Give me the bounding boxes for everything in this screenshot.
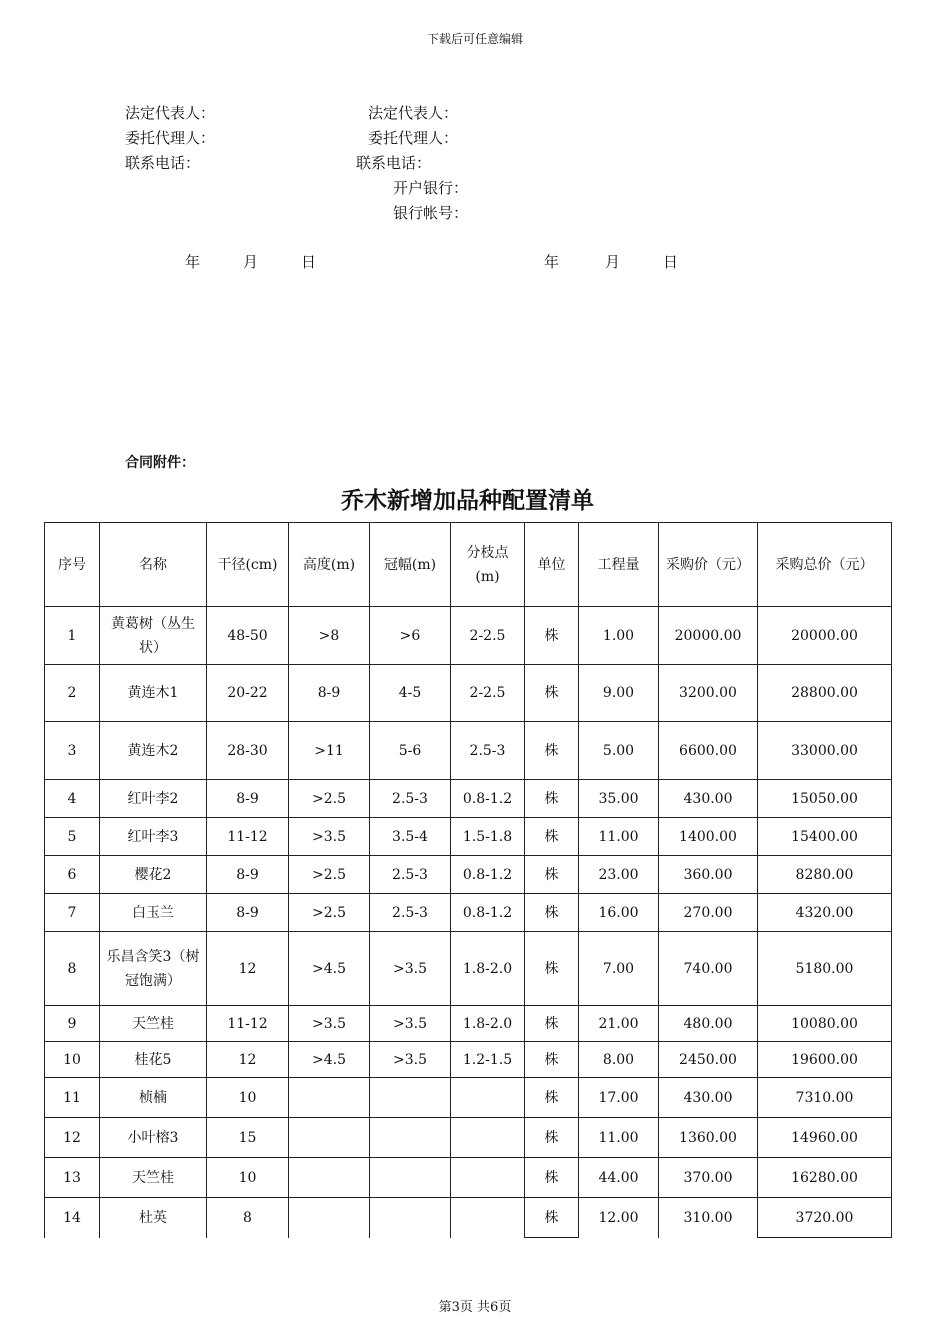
table-cell: 430.00 [659, 780, 758, 818]
table-cell: >11 [289, 722, 370, 780]
table-row [45, 856, 892, 894]
table-cell: 小叶榕3 [100, 1118, 207, 1158]
table-cell: 10080.00 [758, 1006, 892, 1042]
table-cell: 12 [45, 1118, 100, 1158]
table-row [45, 665, 892, 722]
table-cell: 33000.00 [758, 722, 892, 780]
left-date-month: 月 [243, 253, 259, 271]
table-cell: 红叶李3 [100, 818, 207, 856]
table-cell: 4 [45, 780, 100, 818]
right-legal-rep-label: 法定代表人： [368, 104, 459, 122]
table-row [45, 932, 892, 1006]
table-cell: 13 [45, 1158, 100, 1198]
table-cell: 黄连木2 [100, 722, 207, 780]
table-cell [451, 1118, 525, 1158]
table-cell: 1 [45, 607, 100, 665]
left-date-line [185, 251, 316, 272]
column-header: 采购价（元） [659, 523, 758, 607]
table-cell: 2.5-3 [370, 894, 451, 932]
column-header: 干径(cm) [207, 523, 289, 607]
table-row [45, 780, 892, 818]
table-cell: 8.00 [579, 1042, 659, 1078]
left-date-year: 年 [185, 253, 201, 271]
table-cell: 株 [525, 665, 579, 722]
table-cell: 3.5-4 [370, 818, 451, 856]
table-cell: 21.00 [579, 1006, 659, 1042]
table-cell: 7.00 [579, 932, 659, 1006]
table-cell: 株 [525, 894, 579, 932]
table-cell: 株 [525, 818, 579, 856]
table-cell: 270.00 [659, 894, 758, 932]
table-cell: 16.00 [579, 894, 659, 932]
right-date-line [544, 251, 678, 272]
table-row [45, 722, 892, 780]
table-cell: 8-9 [289, 665, 370, 722]
table-body [45, 523, 892, 1238]
table-cell [370, 1198, 451, 1238]
table-title: 乔木新增加品种配置清单 [341, 488, 594, 514]
table-cell: >3.5 [289, 818, 370, 856]
table-row [45, 1118, 892, 1158]
table-row [45, 1042, 892, 1078]
table-cell: 10 [207, 1078, 289, 1118]
table-row [45, 607, 892, 665]
table-cell: 株 [525, 1158, 579, 1198]
table-cell: 黄葛树（丛生状） [100, 607, 207, 665]
table-cell: >3.5 [289, 1006, 370, 1042]
column-header: 名称 [100, 523, 207, 607]
table-cell: >6 [370, 607, 451, 665]
page-footer: 第3页 共6页 [438, 1300, 512, 1315]
right-agent-label: 委托代理人： [368, 129, 459, 147]
table-cell: 2.5-3 [451, 722, 525, 780]
table-cell: >2.5 [289, 894, 370, 932]
right-bank-label: 开户银行： [393, 179, 469, 197]
table-cell: 2-2.5 [451, 607, 525, 665]
column-header: 冠幅(m) [370, 523, 451, 607]
table-cell [289, 1078, 370, 1118]
table-cell: 8280.00 [758, 856, 892, 894]
table-cell [451, 1198, 525, 1238]
table-cell: 12 [207, 1042, 289, 1078]
table-cell: 6600.00 [659, 722, 758, 780]
table-cell: 2.5-3 [370, 780, 451, 818]
table-cell: >3.5 [370, 932, 451, 1006]
table-cell: 株 [525, 780, 579, 818]
table-cell: 桢楠 [100, 1078, 207, 1118]
table-cell: 1.8-2.0 [451, 1006, 525, 1042]
column-header: 采购总价（元） [758, 523, 892, 607]
column-header: 工程量 [579, 523, 659, 607]
table-cell [370, 1078, 451, 1118]
table-cell: 黄连木1 [100, 665, 207, 722]
table-cell: 株 [525, 722, 579, 780]
left-date-day: 日 [301, 253, 317, 271]
table-cell: 4-5 [370, 665, 451, 722]
table-cell: 0.8-1.2 [451, 856, 525, 894]
table-cell: 2-2.5 [451, 665, 525, 722]
table-cell: >8 [289, 607, 370, 665]
table-cell: 430.00 [659, 1078, 758, 1118]
table-cell: 株 [525, 1198, 579, 1238]
table-cell: 红叶李2 [100, 780, 207, 818]
table-cell: 7 [45, 894, 100, 932]
page-header: 下载后可任意编辑 [426, 32, 523, 46]
table-cell: 株 [525, 1118, 579, 1158]
table-cell: 7310.00 [758, 1078, 892, 1118]
table-cell: >3.5 [370, 1006, 451, 1042]
table-cell: 8-9 [207, 894, 289, 932]
right-date-day: 日 [663, 253, 679, 271]
table-cell: 15050.00 [758, 780, 892, 818]
table-cell: 6 [45, 856, 100, 894]
table-cell: 2 [45, 665, 100, 722]
table-cell: 12.00 [579, 1198, 659, 1238]
column-header: 分枝点(m) [451, 523, 525, 607]
table-cell [451, 1078, 525, 1118]
table-row [45, 818, 892, 856]
table-cell: >2.5 [289, 780, 370, 818]
table-cell [451, 1158, 525, 1198]
table-row [45, 1198, 892, 1238]
table-cell: 12 [207, 932, 289, 1006]
column-header: 单位 [525, 523, 579, 607]
right-phone-label: 联系电话： [356, 154, 432, 172]
table-cell: >4.5 [289, 932, 370, 1006]
table-cell: 20000.00 [659, 607, 758, 665]
table-cell: 4320.00 [758, 894, 892, 932]
table-cell: 10 [207, 1158, 289, 1198]
table-cell: 白玉兰 [100, 894, 207, 932]
table-cell: 1.00 [579, 607, 659, 665]
table-cell: 16280.00 [758, 1158, 892, 1198]
table-cell: 2.5-3 [370, 856, 451, 894]
table-cell: 35.00 [579, 780, 659, 818]
table-cell: >2.5 [289, 856, 370, 894]
table-cell: 3200.00 [659, 665, 758, 722]
table-cell: 2450.00 [659, 1042, 758, 1078]
table-cell: 44.00 [579, 1158, 659, 1198]
table-cell: 17.00 [579, 1078, 659, 1118]
table-row [45, 1006, 892, 1042]
table-cell: 5180.00 [758, 932, 892, 1006]
table-cell: 8 [45, 932, 100, 1006]
table-cell: 株 [525, 1042, 579, 1078]
table-cell: 株 [525, 1078, 579, 1118]
table-row [45, 894, 892, 932]
table-cell: >3.5 [370, 1042, 451, 1078]
plant-list-table [44, 522, 892, 1238]
table-cell [289, 1198, 370, 1238]
table-cell: 14 [45, 1198, 100, 1238]
table-cell: 5-6 [370, 722, 451, 780]
table-cell: 740.00 [659, 932, 758, 1006]
table-cell [289, 1118, 370, 1158]
table-cell: 310.00 [659, 1198, 758, 1238]
table-cell [370, 1118, 451, 1158]
table-cell: 11 [45, 1078, 100, 1118]
right-date-year: 年 [544, 253, 560, 271]
table-row [45, 1078, 892, 1118]
table-cell: 20000.00 [758, 607, 892, 665]
table-cell: 11.00 [579, 1118, 659, 1158]
table-cell: 9 [45, 1006, 100, 1042]
table-cell: 11-12 [207, 818, 289, 856]
table-cell: 23.00 [579, 856, 659, 894]
attachment-label: 合同附件： [125, 455, 195, 471]
table-cell: 0.8-1.2 [451, 894, 525, 932]
column-header: 高度(m) [289, 523, 370, 607]
table-cell: 1.2-1.5 [451, 1042, 525, 1078]
table-cell: 480.00 [659, 1006, 758, 1042]
table-cell [289, 1158, 370, 1198]
table-cell: 株 [525, 856, 579, 894]
table-cell: 15 [207, 1118, 289, 1158]
table-cell: 1.5-1.8 [451, 818, 525, 856]
table-cell: 28-30 [207, 722, 289, 780]
table-cell: 8-9 [207, 856, 289, 894]
table-cell: 杜英 [100, 1198, 207, 1238]
right-account-label: 银行帐号： [393, 204, 469, 222]
table-cell: 11-12 [207, 1006, 289, 1042]
table-cell: 19600.00 [758, 1042, 892, 1078]
table-cell: 0.8-1.2 [451, 780, 525, 818]
table-cell: 48-50 [207, 607, 289, 665]
table-cell: >4.5 [289, 1042, 370, 1078]
table-cell: 1360.00 [659, 1118, 758, 1158]
table-cell: 14960.00 [758, 1118, 892, 1158]
table-cell: 3720.00 [758, 1198, 892, 1238]
table-cell: 株 [525, 1006, 579, 1042]
table-row [45, 1158, 892, 1198]
left-legal-rep-label: 法定代表人： [125, 104, 216, 122]
table-cell: 10 [45, 1042, 100, 1078]
table-cell: 8-9 [207, 780, 289, 818]
table-cell: 370.00 [659, 1158, 758, 1198]
table-cell [370, 1158, 451, 1198]
table-header-row [45, 523, 892, 607]
table-cell: 5.00 [579, 722, 659, 780]
table-cell: 28800.00 [758, 665, 892, 722]
column-header: 序号 [45, 523, 100, 607]
table-cell: 15400.00 [758, 818, 892, 856]
table-cell: 乐昌含笑3（树冠饱满） [100, 932, 207, 1006]
table-cell: 天竺桂 [100, 1006, 207, 1042]
table-cell: 9.00 [579, 665, 659, 722]
right-date-month: 月 [605, 253, 621, 271]
table-cell: 桂花5 [100, 1042, 207, 1078]
table-cell: 株 [525, 607, 579, 665]
table-cell: 8 [207, 1198, 289, 1238]
table-cell: 5 [45, 818, 100, 856]
table-cell: 天竺桂 [100, 1158, 207, 1198]
table-cell: 360.00 [659, 856, 758, 894]
left-phone-label: 联系电话： [125, 154, 201, 172]
table-cell: 3 [45, 722, 100, 780]
left-agent-label: 委托代理人： [125, 129, 216, 147]
table-cell: 20-22 [207, 665, 289, 722]
table-cell: 1400.00 [659, 818, 758, 856]
table-cell: 11.00 [579, 818, 659, 856]
table-cell: 株 [525, 932, 579, 1006]
table-cell: 1.8-2.0 [451, 932, 525, 1006]
table-cell: 樱花2 [100, 856, 207, 894]
